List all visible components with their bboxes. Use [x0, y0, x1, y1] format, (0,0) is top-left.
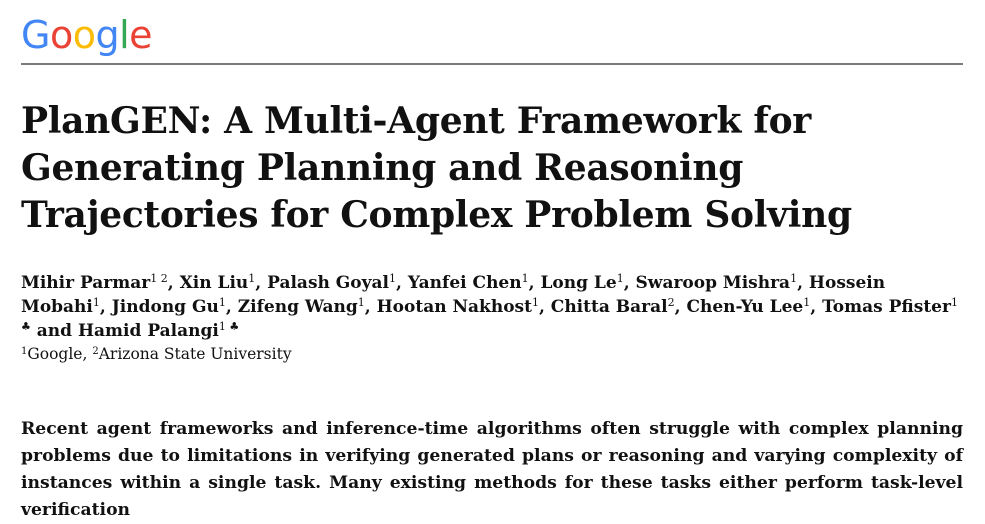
affiliation — [21, 345, 82, 363]
author — [21, 273, 168, 293]
author-affiliation-mark: 1 — [531, 296, 539, 309]
affiliation-name: Google — [27, 345, 83, 363]
author-name: Zifeng Wang — [237, 297, 358, 317]
author — [551, 297, 675, 317]
author-name: Tomas Pfister — [822, 297, 951, 317]
author-affiliation-mark: 2 — [667, 296, 675, 309]
logo-letter: o — [72, 13, 96, 57]
logo-letter: l — [119, 13, 130, 57]
abstract-text: Recent agent frameworks and inference-time algorithms often struggle with complex planning problems due to limitations in verifying generated plans or reasoning and varying complexity of instances within a single task. Many existing methods for these tasks either perform task-level verification — [21, 419, 963, 520]
author-name: Chen-Yu Lee — [686, 297, 804, 317]
affiliation-mark: 2 — [92, 346, 99, 357]
author-name: Xin Liu — [179, 273, 249, 293]
author-name: Long Le — [540, 273, 617, 293]
google-logo — [21, 13, 153, 57]
paper-title: PlanGEN: A Multi-Agent Framework for Generating Planning and Reasoning Trajectories for Complex Problem Solving — [21, 100, 852, 236]
logo-letter: g — [95, 13, 120, 57]
author — [408, 273, 529, 293]
author-affiliation-mark: 1 — [248, 272, 256, 285]
author-name: Chitta Baral — [550, 297, 668, 317]
author-name: Hootan Nakhost — [376, 297, 532, 317]
author-affiliation-mark: 1 — [616, 272, 624, 285]
author-affiliation-mark: 1 — [389, 272, 396, 285]
author-name: Mihir Parmar — [21, 273, 151, 293]
affiliation — [92, 345, 291, 363]
author — [238, 297, 365, 317]
author-affiliation-mark: 1 ♣ — [218, 320, 240, 333]
author — [267, 273, 396, 293]
author-affiliation-mark: 1 — [790, 272, 798, 285]
author — [686, 297, 810, 317]
author-name: Hamid Palangi — [77, 321, 219, 341]
affiliations: $^1$Google, $^2$Arizona State University — [21, 345, 292, 363]
author-affiliation-mark: 1 — [803, 296, 811, 309]
author — [78, 321, 239, 341]
logo-letter: o — [49, 13, 73, 57]
header-divider — [21, 63, 963, 65]
author-list: Mihir Parmar$^{1 2}$, Xin Liu$^1$, Palash Goyal$^1$, Yanfei Chen$^1$, Long Le$^1$, Swaroop Mishra$^1$, Hossein Mobahi$^1$, Jindong Gu$^1$, Zifeng Wang$^1$, Hootan Nakhost$^1$, Chitta Baral$^2$, Chen-Yu Lee$^1$, Tomas Pfister$^{1 ♣}$ and Hamid Palangi$^{1 ♣}$ — [21, 272, 958, 341]
author-affiliation-mark: 1 — [92, 296, 100, 309]
author — [377, 297, 539, 317]
author — [180, 273, 256, 293]
author-name: Palash Goyal — [267, 273, 389, 293]
author-name: Swaroop Mishra — [635, 273, 791, 293]
author-affiliation-mark: 1 ♣ — [21, 296, 958, 333]
author — [636, 273, 798, 293]
author-name: Hossein Mobahi — [21, 273, 886, 317]
affiliation-name: Arizona State University — [98, 345, 292, 363]
author — [112, 297, 226, 317]
author-affiliation-mark: 1 — [357, 296, 365, 309]
author — [540, 273, 623, 293]
author-name: Yanfei Chen — [407, 273, 522, 293]
logo-letter: G — [21, 13, 50, 57]
logo-letter: e — [129, 13, 153, 57]
affiliation-mark: 1 — [21, 346, 28, 357]
author-affiliation-mark: 1 — [521, 272, 529, 285]
author-affiliation-mark: 1 — [218, 296, 226, 309]
author-name: Jindong Gu — [111, 297, 219, 317]
author-affiliation-mark: 1 2 — [150, 272, 168, 285]
